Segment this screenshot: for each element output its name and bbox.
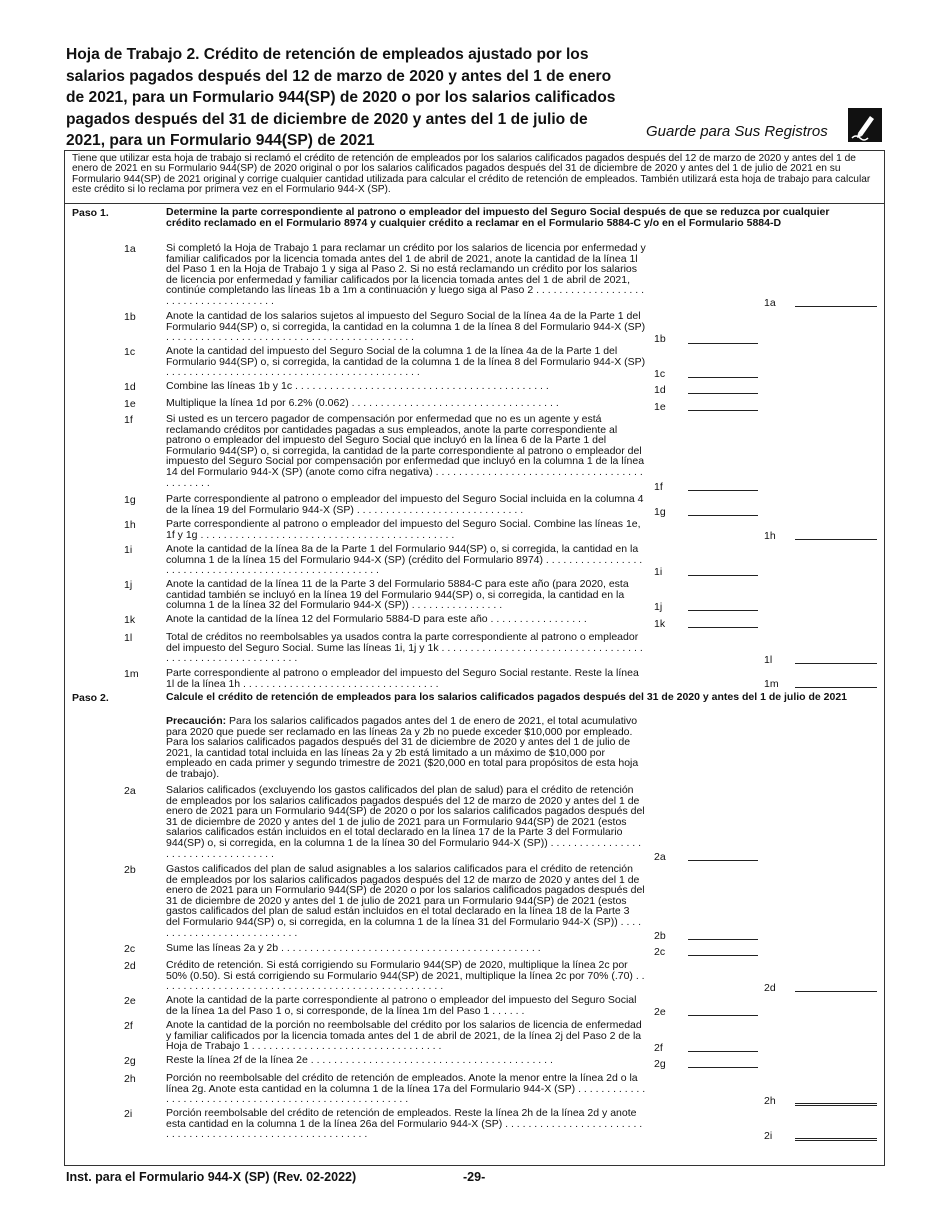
amount-field-2d[interactable] (795, 991, 877, 992)
line-label: 1f (654, 481, 663, 493)
line-1c-text: Anote la cantidad del impuesto del Seguro Social de la columna 1 de la línea 4a de la Parte 1 del Formulario 944(SP) o, si corregida, la cantidad de la columna 1 de la línea 8 del Formulario 944-X (SP) . . . . . . . . . . . . . . . . . . . . . . . . . . . . . . . . . . . . . . . . . . . . (166, 345, 646, 379)
amount-field-2b[interactable] (688, 939, 758, 940)
amount-field-1a[interactable] (795, 306, 877, 307)
step2-heading: Calcule el crédito de retención de empleados para los salarios calificados pagados después del 31 de 2020 y antes del 1 de julio de 2021 (166, 691, 848, 703)
amount-field-2c[interactable] (688, 955, 758, 956)
line-number: 1e (124, 398, 136, 410)
line-number: 1f (124, 414, 133, 426)
line-label: 1h (764, 530, 776, 542)
line-number: 2h (124, 1073, 136, 1085)
line-number: 2g (124, 1055, 136, 1067)
amount-field-1j[interactable] (688, 610, 758, 611)
line-number: 1m (124, 668, 139, 680)
footer-form-id: Inst. para el Formulario 944-X (SP) (Rev. 02-2022) (66, 1170, 357, 1184)
divider (64, 203, 885, 204)
step1-label: Paso 1. (72, 207, 109, 219)
line-label: 1m (764, 678, 779, 690)
line-label: 2d (764, 982, 776, 994)
amount-field-1g[interactable] (688, 515, 758, 516)
line-2d-text: Crédito de retención. Si está corrigiendo su Formulario 944(SP) de 2020, multiplique la línea 2c por 50% (0.50). Si está corrigiendo su Formulario 944(SP) de 2021, multiplique la línea 2c por 70% (.70) . . . . . . . . . . . . . . . . . . . . . . . . . . . . . . . . . . . . . . . . . . . . . . . . . . (166, 959, 645, 993)
line-1h-text: Parte correspondiente al patrono o empleador del impuesto del Seguro Social. Combine las líneas 1e, 1f y 1g . . . . . . . . . . . . . . . . . . . . . . . . . . . . . . . . . . . . . . . . . . . . (166, 518, 641, 541)
line-label: 1b (654, 333, 666, 345)
line-1i-text: Anote la cantidad de la línea 8a de la Parte 1 del Formulario 944(SP) o, si corregida, la cantidad en la columna 1 de la línea 15 del Formulario 944-X (SP) (crédito del Formulario 8974) . . . . . . . . . . . . . . . . . . . . . . . . . . . . . . . . . . . . . . . . . . . . . . . . . . . . . . (166, 543, 643, 577)
caution-text (166, 716, 646, 780)
line-number: 1l (124, 632, 133, 644)
line-2g-text: Reste la línea 2f de la línea 2e . . . . . . . . . . . . . . . . . . . . . . . . . . . . . . . . . . . . . . . . . . (166, 1054, 553, 1066)
intro-text: Tiene que utilizar esta hoja de trabajo si reclamó el crédito de retención de empleados por los salarios calificados pagados después del 12 de marzo de 2020 y antes del 1 de enero de 2021 en su Formulario 944(SP) de 2020 original o por los salarios calificados pagados después del 31 de diciembre de 2020 y antes del 1 de julio de 2021 en su Formulario 944(SP) de 2021 original y corrige cualquier cantidad utilizada para calcular el crédito de retención de empleados. También utilizará esta hoja de trabajo para calcular este crédito si lo reclama por primera vez en el Formulario 944-X (SP). (72, 153, 871, 196)
line-number: 2b (124, 864, 136, 876)
line-1b-text: Anote la cantidad de los salarios sujetos al impuesto del Seguro Social de la línea 4a de la Parte 1 del Formulario 944(SP) o, si corregida, la cantidad en la columna 1 de la línea 8 del Formulario 944-X (SP) . . . . . . . . . . . . . . . . . . . . . . . . . . . . . . . . . . . . . . . . . . . (166, 310, 646, 344)
line-2e-text: Anote la cantidad de la parte correspondiente al patrono o empleador del impuesto del Seguro Social de la línea 1a del Paso 1 o, si corresponde, de la línea 1m del Paso 1 . . . . . . (166, 994, 637, 1017)
line-label: 2i (764, 1130, 773, 1142)
line-label: 2h (764, 1095, 776, 1107)
line-2b-text: Gastos calificados del plan de salud asignables a los salarios calificados para el crédito de retención de empleados por los salarios calificados pagados después del 12 de marzo de 2020 y antes del 1 de enero de 2021 para un Formulario 944(SP) de 2020 o por los salarios calificados pagados después del 31 de diciembre de 2020 y antes del 1 de julio de 2021 para un Formulario 944(SP) de 2021 (estos gastos calificados del plan de salud están incluidos en el total declarado en la línea 18 de la Parte 3 del Formulario 944(SP) o, si corregida, en la columna 1 de la línea 31 del Formulario 944-X (SP)) . . . . . . . . . . . . . . . . . . . . . . . . . . . (166, 863, 645, 939)
page-title: Hoja de Trabajo 2. Crédito de retención de empleados ajustado por los salarios pagados después del 12 de marzo de 2020 y antes del 1 de enero de 2021, para un Formulario 944(SP) de 2020 o por los salarios calificados pagados después del 31 de diciembre de 2020 y antes del 1 de julio de 2021, para un Formulario 944(SP) de 2021 (66, 46, 616, 149)
amount-field-1m[interactable] (795, 687, 877, 688)
amount-field-1k[interactable] (688, 627, 758, 628)
line-number: 1g (124, 494, 136, 506)
amount-field-1i[interactable] (688, 575, 758, 576)
line-number: 1k (124, 614, 136, 626)
line-number: 2e (124, 995, 136, 1007)
amount-field-1c[interactable] (688, 377, 758, 378)
line-number: 2i (124, 1108, 133, 1120)
line-label: 1e (654, 401, 666, 413)
keep-for-records-label: Guarde para Sus Registros (646, 123, 828, 140)
amount-field-1b[interactable] (688, 343, 758, 344)
line-label: 1l (764, 654, 773, 666)
line-1j-text: Anote la cantidad de la línea 11 de la Parte 3 del Formulario 5884-C para este año (para 2020, esta cantidad también se incluyó en la línea 19 del Formulario 944(SP) o, si corregida, la cantidad en la columna 1 de la línea 32 del Formulario 944-X (SP)) . . . . . . . . . . . . . . . . (166, 578, 629, 612)
line-1g-text: Parte correspondiente al patrono o empleador del impuesto del Seguro Social incluida en la columna 4 de la línea 19 del Formulario 944-X (SP) . . . . . . . . . . . . . . . . . . . . . . . . . . . . . (166, 493, 644, 516)
amount-field-2a[interactable] (688, 860, 758, 861)
amount-field-2i[interactable] (795, 1138, 877, 1141)
amount-field-1h[interactable] (795, 539, 877, 540)
line-number: 1d (124, 381, 136, 393)
line-2f-text: Anote la cantidad de la porción no reembolsable del crédito por los salarios de licencia de enfermedad y familiar calificados por la licencia tomada antes del 1 de abril de 2021, de la línea 2j del Paso 2 de la Hoja de Trabajo 1 . . . . . . . . . . . . . . . . . . . . . . . . . . . . . . . . . (166, 1019, 642, 1053)
line-number: 1a (124, 243, 136, 255)
line-2a-text: Salarios calificados (excluyendo los gastos calificados del plan de salud) para el crédito de retención de empleados por los salarios calificados pagados después del 12 de marzo de 2020 y antes del 1 de enero de 2021 para un Formulario 944(SP) de 2020 o por los salarios calificados pagados después del 31 de diciembre de 2020 y antes del 1 de julio de 2021 para un Formulario 944(SP) de 2021 (estos salarios calificados están incluidos en el total declarado en la línea 17 de la Parte 3 del Formulario 944(SP) o, si corregida, en la columna 1 de la línea 30 del Formulario 944-X (SP)) . . . . . . . . . . . . . . . . . . . . . . . . . . . . . . . . . . . (166, 784, 645, 860)
amount-field-1l[interactable] (795, 663, 877, 664)
line-label: 1d (654, 384, 666, 396)
line-1d-text: Combine las líneas 1b y 1c . . . . . . . . . . . . . . . . . . . . . . . . . . . . . . . . . . . . . . . . . . . . (166, 380, 549, 392)
line-1f-text: Si usted es un tercero pagador de compensación por enfermedad que no es un agente y está reclamando créditos por cantidades pagadas a sus empleados, anote la parte correspondiente al patrono o empleador del impuesto del Seguro Social que incluyó en la línea 6 de la Parte 1 del Formulario 944(SP) o, si corregida, la cantidad de la parte correspondiente al patrono o empleador del impuesto del Seguro Social por compensación por enfermedad que incluyó en la columna 1 de la línea 14 del Formulario 944-X (SP) (anote como cifra negativa) . . . . . . . . . . . . . . . . . . . . . . . . . . . . . . . . . . . . . . . . . . . . (166, 413, 645, 489)
line-1l-text: Total de créditos no reembolsables ya usados contra la parte correspondiente al patrono o empleador del impuesto del Seguro Social. Sume las líneas 1i, 1j y 1k . . . . . . . . . . . . . . . . . . . . . . . . . . . . . . . . . . . . . . . . . . . . . . . . . . . . . . . . . . (166, 631, 643, 665)
line-1a-text: Si completó la Hoja de Trabajo 1 para reclamar un crédito por los salarios de licencia por enfermedad y familiar calificados por la licencia tomada antes del 1 de abril de 2021, anote la cantidad de la línea 1l del Paso 1 en la Hoja de Trabajo 1 y siga al Paso 2. Si no está reclamando un crédito por los salarios de licencia por enfermedad y familiar calificados por la licencia tomada antes del 1 de abril de 2021, continúe completando las líneas 1b a 1m a continuación y luego siga al Paso 2 . . . . . . . . . . . . . . . . . . . . . . . . . . . . . . . . . . . . . . (166, 242, 646, 307)
line-number: 1b (124, 311, 136, 323)
step1-heading: Determine la parte correspondiente al patrono o empleador del impuesto del Seguro Social después de que se reduzca por cualquier crédito reclamado en el Formulario 8974 y cualquier crédito a reclamar en el Formulario 5884-C y/o en el Formulario 5884-D (166, 206, 830, 229)
line-label: 2e (654, 1006, 666, 1018)
line-1m-text: Parte correspondiente al patrono o empleador del impuesto del Seguro Social restante. Reste la línea 1l de la línea 1h . . . . . . . . . . . . . . . . . . . . . . . . . . . . . . . . . . (166, 667, 639, 690)
line-number: 1h (124, 519, 136, 531)
line-number: 1j (124, 579, 133, 591)
line-2h-text: Porción no reembolsable del crédito de retención de empleados. Anote la menor entre la línea 2d o la línea 2g. Anote esta cantidad en la columna 1 de la línea 17a del Formulario 944-X (SP) . . . . . . . . . . . . . . . . . . . . . . . . . . . . . . . . . . . . . . . . . . . . . . . . . . . . . . (166, 1072, 646, 1106)
line-label: 1a (764, 297, 776, 309)
amount-field-2f[interactable] (688, 1051, 758, 1052)
amount-field-1d[interactable] (688, 393, 758, 394)
caution-body: Para los salarios calificados pagados antes del 1 de enero de 2021, el total acumulativo para 2020 que puede ser reclamado en las líneas 2a y 2b no puede exceder $10,000 por empleado. Para los salarios calificados pagados después del 31 de diciembre de 2020 y antes del 1 de julio de 2021, la cantidad total incluida en las líneas 2a y 2b está limitado a un máximo de $10,000 por empleado en cada primer y segundo trimestre de 2021 ($20,000 en total para propósitos de esta hoja de trabajo). (166, 715, 639, 780)
line-label: 2c (654, 946, 666, 958)
step2-label: Paso 2. (72, 692, 109, 704)
line-number: 2a (124, 785, 136, 797)
amount-field-1e[interactable] (688, 410, 758, 411)
line-number: 1i (124, 544, 133, 556)
line-1k-text: Anote la cantidad de la línea 12 del Formulario 5884-D para este año . . . . . . . . . . . . . . . . . (166, 613, 587, 625)
line-2c-text: Sume las líneas 2a y 2b . . . . . . . . . . . . . . . . . . . . . . . . . . . . . . . . . . . . . . . . . . . . . (166, 942, 541, 954)
line-label: 1g (654, 506, 666, 518)
line-2i-text: Porción reembolsable del crédito de retención de empleados. Reste la línea 2h de la línea 2d y anote esta cantidad en la columna 1 de la línea 26a del Formulario 944-X (SP) . . . . . . . . . . . . . . . . . . . . . . . . . . . . . . . . . . . . . . . . . . . . . . . . . . . . . . . . . . . (166, 1107, 643, 1141)
line-label: 2a (654, 851, 666, 863)
line-number: 1c (124, 346, 136, 358)
line-number: 2f (124, 1020, 133, 1032)
line-number: 2d (124, 960, 136, 972)
amount-field-2g[interactable] (688, 1067, 758, 1068)
pencil-writing-icon (848, 108, 882, 142)
line-label: 2f (654, 1042, 663, 1054)
line-label: 2b (654, 930, 666, 942)
amount-field-1f[interactable] (688, 490, 758, 491)
amount-field-2e[interactable] (688, 1015, 758, 1016)
line-label: 1j (654, 601, 663, 613)
page-number: -29- (463, 1170, 486, 1184)
line-1e-text: Multiplique la línea 1d por 6.2% (0.062) . . . . . . . . . . . . . . . . . . . . . . . . . . . . . . . . . . . . (166, 397, 559, 409)
line-label: 1i (654, 566, 663, 578)
caution-label: Precaución: (166, 715, 227, 727)
line-label: 2g (654, 1058, 666, 1070)
line-label: 1c (654, 368, 666, 380)
line-number: 2c (124, 943, 136, 955)
line-label: 1k (654, 618, 666, 630)
amount-field-2h[interactable] (795, 1103, 877, 1106)
